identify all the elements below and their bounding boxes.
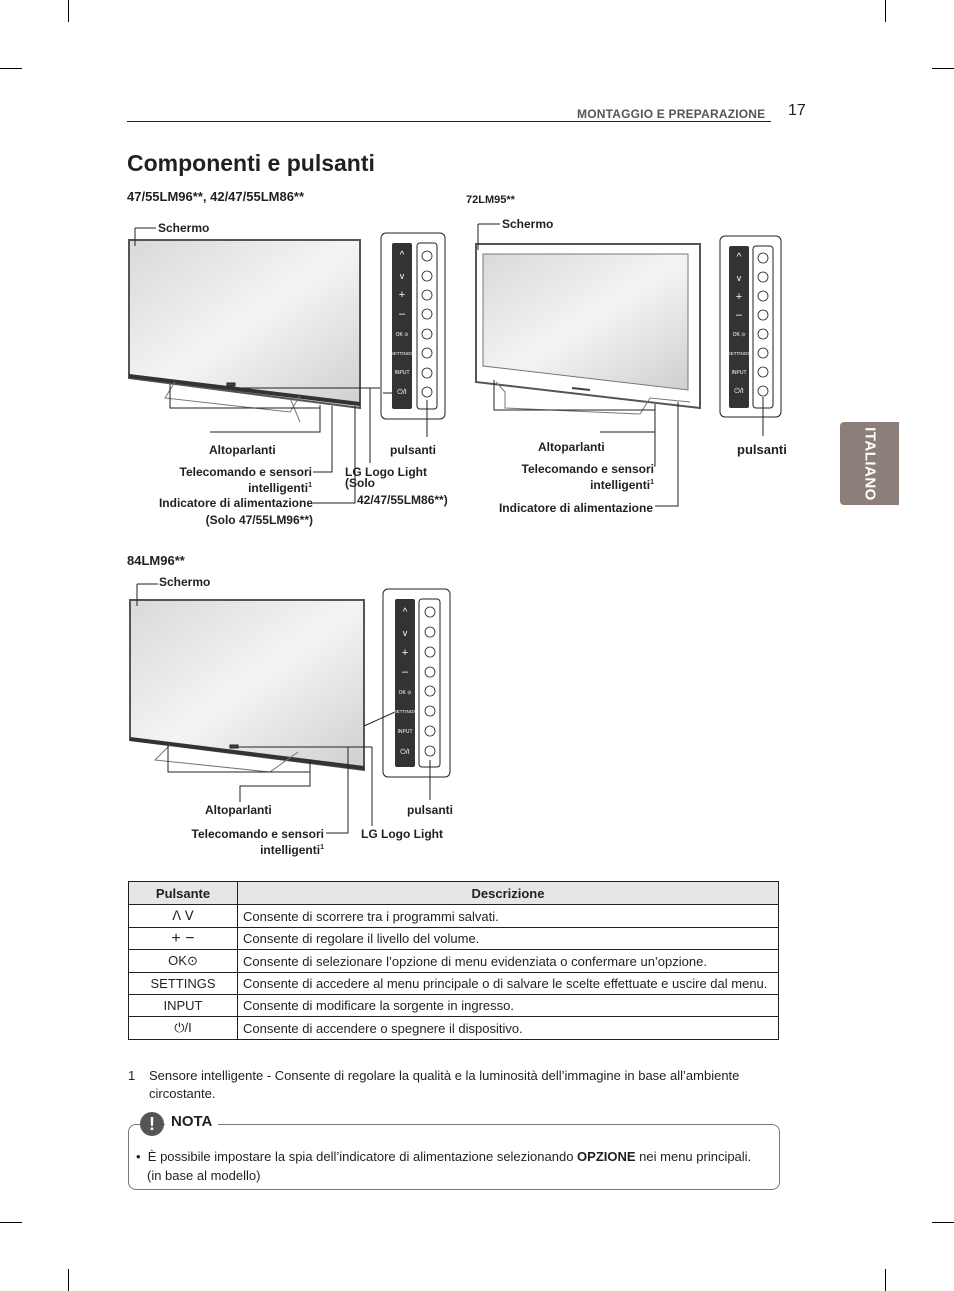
svg-text:SETTINGS: SETTINGS — [727, 351, 751, 356]
table-header-description: Descrizione — [238, 882, 779, 905]
table-row: SETTINGS Consente di accedere al menu principale o di salvare le scelte effettuate e uscire dal menu. — [129, 973, 779, 995]
note-text: • È possibile impostare la spia dell’indicatore di alimentazione selezionando OPZIONE nei menu principali. (in base al modello) — [136, 1149, 752, 1183]
model-heading-c: 84LM96** — [127, 553, 185, 568]
label-lg-logo-note-1: (Solo — [345, 476, 375, 490]
label-lg-logo-c: LG Logo Light — [361, 827, 443, 841]
svg-text:^: ^ — [402, 607, 408, 618]
model-heading-a: 47/55LM96**, 42/47/55LM86** — [127, 189, 305, 204]
table-header-button: Pulsante — [129, 882, 238, 905]
svg-text:+: + — [401, 647, 409, 659]
section-header: MONTAGGIO E PREPARAZIONE — [577, 107, 766, 121]
svg-text:INPUT: INPUT — [394, 370, 410, 376]
label-speakers-b: Altoparlanti — [538, 440, 605, 454]
label-intelligent-b: intelligenti$^1$ — [590, 478, 654, 492]
label-buttons-c: pulsanti — [407, 803, 454, 817]
label-remote-b: Telecomando e sensori — [521, 462, 654, 476]
label-lg-logo-note-2: 42/47/55LM86**) — [357, 493, 448, 507]
svg-text:+: + — [398, 289, 406, 301]
svg-text:^: ^ — [399, 250, 405, 261]
svg-text:v: v — [736, 273, 742, 283]
label-buttons-b: pulsanti — [737, 442, 787, 457]
label-power-indicator-b: Indicatore di alimentazione — [498, 501, 653, 515]
buttons-table — [128, 881, 779, 1040]
page-number: 17 — [788, 102, 806, 119]
svg-text:INPUT: INPUT — [731, 370, 747, 376]
tv-a — [129, 228, 445, 503]
label-power-indicator-note: (Solo 47/55LM96**) — [205, 513, 313, 527]
table-row: OK⊙ Consente di selezionare l’opzione di menu evidenziata o confermare un’opzione. — [129, 950, 779, 973]
svg-text:OK ⊙: OK ⊙ — [732, 332, 746, 338]
language-tab: ITALIANO — [840, 422, 899, 505]
table-row: INPUT Consente di modificare la sorgente in ingresso. — [129, 995, 779, 1017]
svg-text:v: v — [399, 271, 405, 281]
svg-text:–: – — [398, 308, 406, 320]
svg-text:^: ^ — [736, 252, 742, 263]
table-row: ᐱ ᐯ Consente di scorrere tra i programmi salvati. — [129, 905, 779, 928]
svg-text:INPUT: INPUT — [397, 729, 413, 735]
label-intelligent-a: intelligenti$^1$ — [248, 481, 312, 495]
label-power-indicator-a: Indicatore di alimentazione — [158, 496, 313, 510]
svg-text:–: – — [401, 666, 409, 678]
note-title: NOTA — [165, 1113, 218, 1130]
label-speakers-a: Altoparlanti — [209, 443, 276, 457]
footnote: 1 Sensore intelligente - Consente di regolare la qualità e la luminosità dell’immagine in base all’ambiente circostante. — [128, 1068, 740, 1101]
svg-text:⏻/I: ⏻/I — [397, 389, 407, 396]
label-remote-a: Telecomando e sensori — [179, 465, 312, 479]
table-row: + − Consente di regolare il livello del volume. — [129, 928, 779, 950]
warning-icon: ! — [140, 1112, 164, 1136]
svg-text:⏻/I: ⏻/I — [734, 388, 744, 395]
svg-text:SETTINGS: SETTINGS — [393, 709, 417, 714]
label-screen-b: Schermo — [502, 217, 554, 231]
label-speakers-c: Altoparlanti — [205, 803, 272, 817]
svg-text:v: v — [402, 628, 408, 638]
page-title: Componenti e pulsanti — [127, 150, 375, 176]
svg-text:–: – — [735, 309, 743, 321]
svg-text:⏻/I: ⏻/I — [400, 749, 410, 756]
label-lg-logo-a: LG Logo Light — [345, 465, 427, 479]
label-screen-a: Schermo — [158, 221, 210, 235]
label-screen-c: Schermo — [159, 575, 211, 589]
svg-text:OK ⊙: OK ⊙ — [395, 332, 409, 338]
svg-text:OK ⊙: OK ⊙ — [398, 690, 412, 696]
label-intelligent-c: intelligenti$^1$ — [260, 843, 324, 857]
label-remote-c: Telecomando e sensori — [191, 827, 324, 841]
label-buttons-a: pulsanti — [390, 443, 437, 457]
svg-text:SETTINGS: SETTINGS — [390, 351, 414, 356]
table-row: ⏻/I Consente di accendere o spegnere il dispositivo. — [129, 1017, 779, 1040]
svg-text:+: + — [735, 291, 743, 303]
model-heading-b: 72LM95** — [466, 194, 515, 206]
